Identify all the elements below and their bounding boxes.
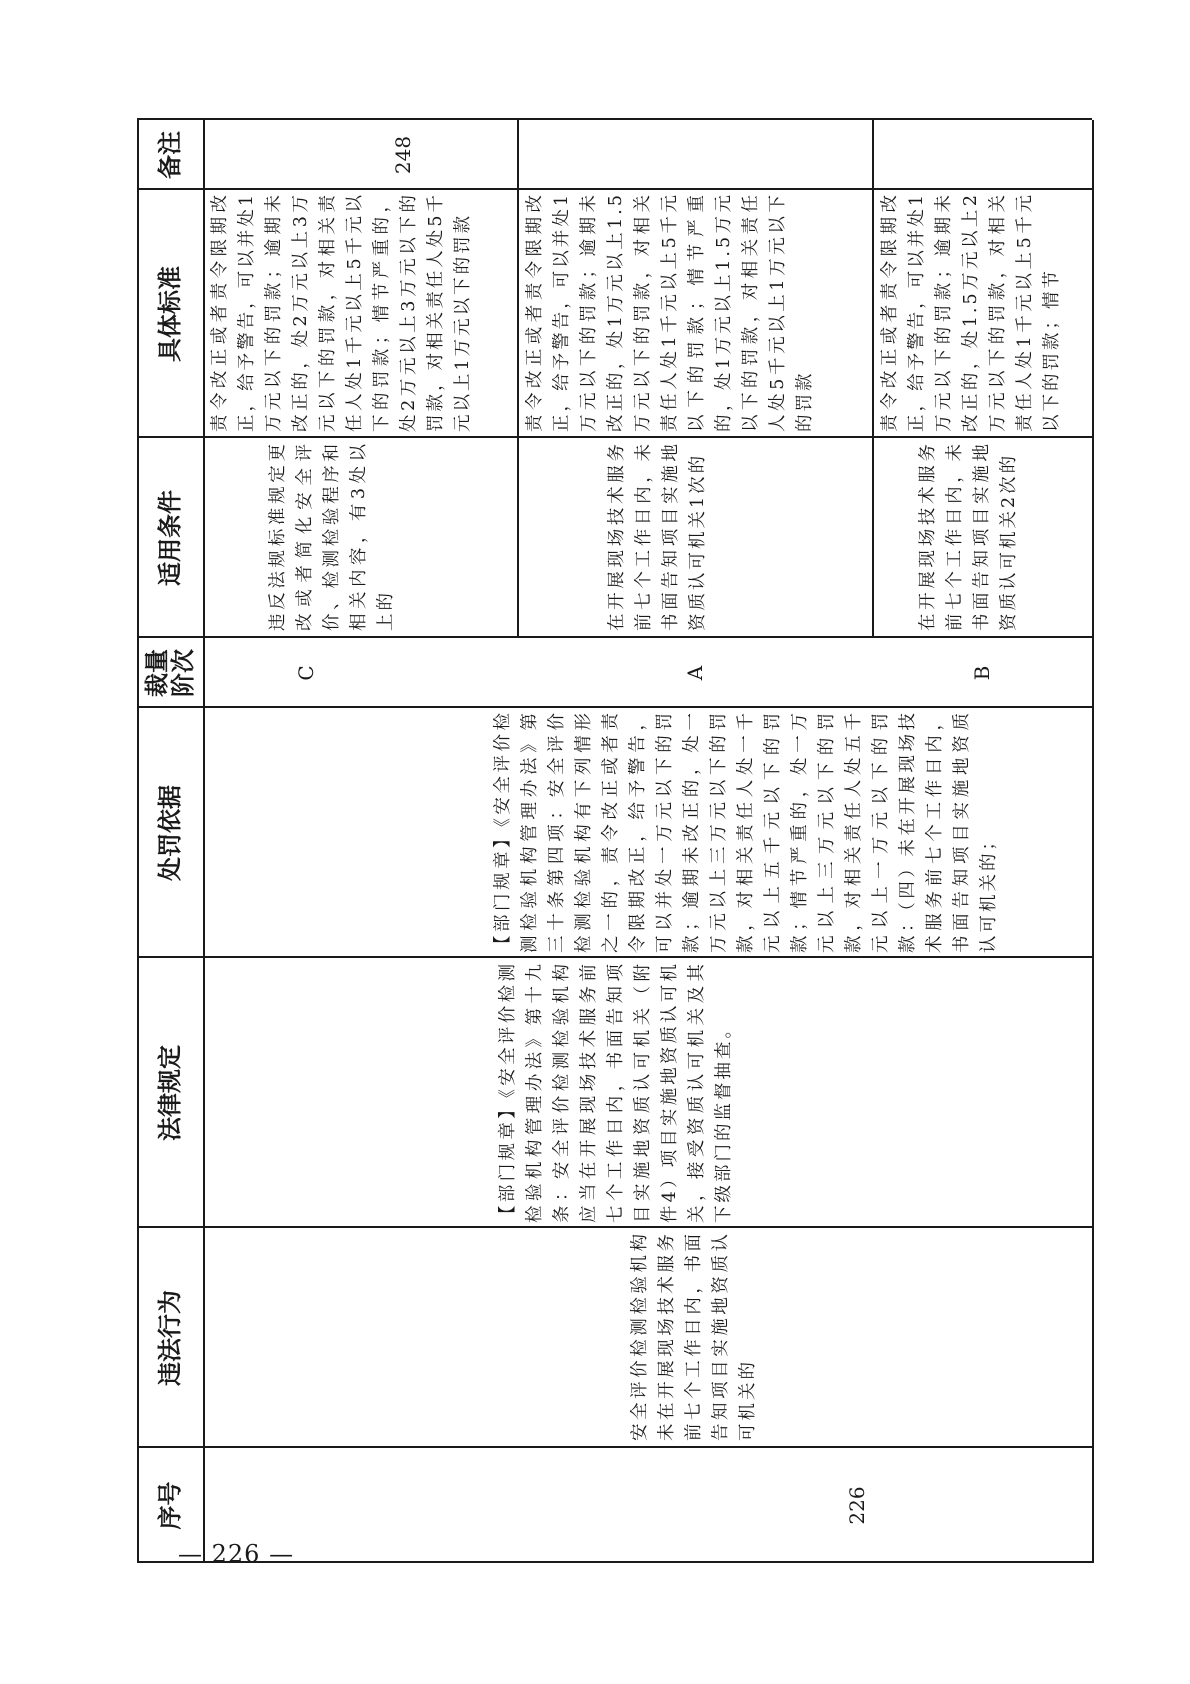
header-condition: 适用条件 xyxy=(156,490,184,586)
row-a-bottom xyxy=(872,120,874,638)
header-row-bottom xyxy=(203,120,205,1563)
col-condition-right xyxy=(137,437,1092,439)
row-b-standard: 责令改正或者责令限期改正，给予警告，可以并处1万元以下的罚款；逾期未改正的，处1.5万元以上2万元以下的罚款，对相关责任人处1千元以上5千元以下的罚款；情节 xyxy=(880,192,1062,432)
row-a-condition: 在开展现场技术服务前七个工作日内，未书面告知项目实施地资质认可机关1次的 xyxy=(607,441,708,631)
row-c-condition: 违反法规标准规定更改或者简化安全评价、检测检验程序和相关内容，有3处以上的 xyxy=(268,441,396,631)
row-226-law: 【部门规章】《安全评价检测检验机构管理办法》第十九条：安全评价检测检验机构应当在开展现场技术服务前七个工作日内，书面告知项目实施地资质认可机关（附件4）项目实施地资质认可机关，接受资质认可机关及其下级部门的监督抽查。 xyxy=(498,961,734,1223)
col-violation-right xyxy=(137,1227,1092,1229)
row-c-bottom xyxy=(517,120,519,638)
row-c-remark: 248 xyxy=(391,135,415,175)
row-226-violation: 安全评价检测检验机构未在开展现场技术服务前七个工作日内，书面告知项目实施地资质认可机关的 xyxy=(630,1231,758,1441)
header-level-line1: 裁量 xyxy=(143,649,171,697)
row-a-level: A xyxy=(682,665,707,681)
header-remark: 备注 xyxy=(156,131,184,179)
row-c-standard: 责令改正或者责令限期改正，给予警告，可以并处1万元以下的罚款；逾期未改正的，处2万元以上3万元以下的罚款，对相关责任人处1千元以上5千元以下的罚款；情节严重的，处2万元以上3万元以下的罚款，对相关责任人处5千元以上1万元以下的罚款 xyxy=(210,192,473,432)
row-b-condition: 在开展现场技术服务前七个工作日内，未书面告知项目实施地资质认可机关2次的 xyxy=(918,441,1019,631)
page-number: — 226 — xyxy=(178,1540,295,1568)
row-b-level: B xyxy=(970,665,994,681)
rotated-table-frame xyxy=(137,120,1092,1563)
header-seq: 序号 xyxy=(156,1481,184,1530)
header-standard: 具体标准 xyxy=(156,266,184,362)
header-penalty-basis: 处罚依据 xyxy=(156,785,184,881)
penalty-table xyxy=(137,120,1092,1563)
row-226-penalty-basis: 【部门规章】《安全评价检测检验机构管理办法》第三十条第四项：安全评价检测检验机构有下列情形之一的，责令改正或者责令限期改正，给予警告，可以并处一万元以下的罚款；逾期未改正的，处一万元以上三万元以下的罚款，对相关责任人处一千元以上五千元以下的罚款；情节严重的，处一万元以上三万元以下的罚款，对相关责任人处五千元以上一万元以下的罚款：（四）未在开展现场技术服务前七个工作日内，书面告知项目实施地资质认可机关的； xyxy=(493,710,999,953)
header-violation: 违法行为 xyxy=(156,1290,184,1386)
row-226-seq: 226 xyxy=(845,1486,869,1525)
table-border-bottom xyxy=(1092,120,1094,1563)
header-law: 法律规定 xyxy=(156,1045,184,1141)
col-law-right xyxy=(137,957,1092,959)
header-level xyxy=(137,638,203,708)
row-a-standard: 责令改正或者责令限期改正，给予警告，可以并处1万元以下的罚款；逾期未改正的，处1万元以上1.5万元以下的罚款，对相关责任人处1千元以上5千元以下的罚款；情节严重的，处1万元以上1.5万元以下的罚款，对相关责任人处5千元以上1万元以下的罚款 xyxy=(525,192,815,432)
header-level-line2: 阶次 xyxy=(169,649,197,697)
row-c-level: C xyxy=(293,665,318,681)
